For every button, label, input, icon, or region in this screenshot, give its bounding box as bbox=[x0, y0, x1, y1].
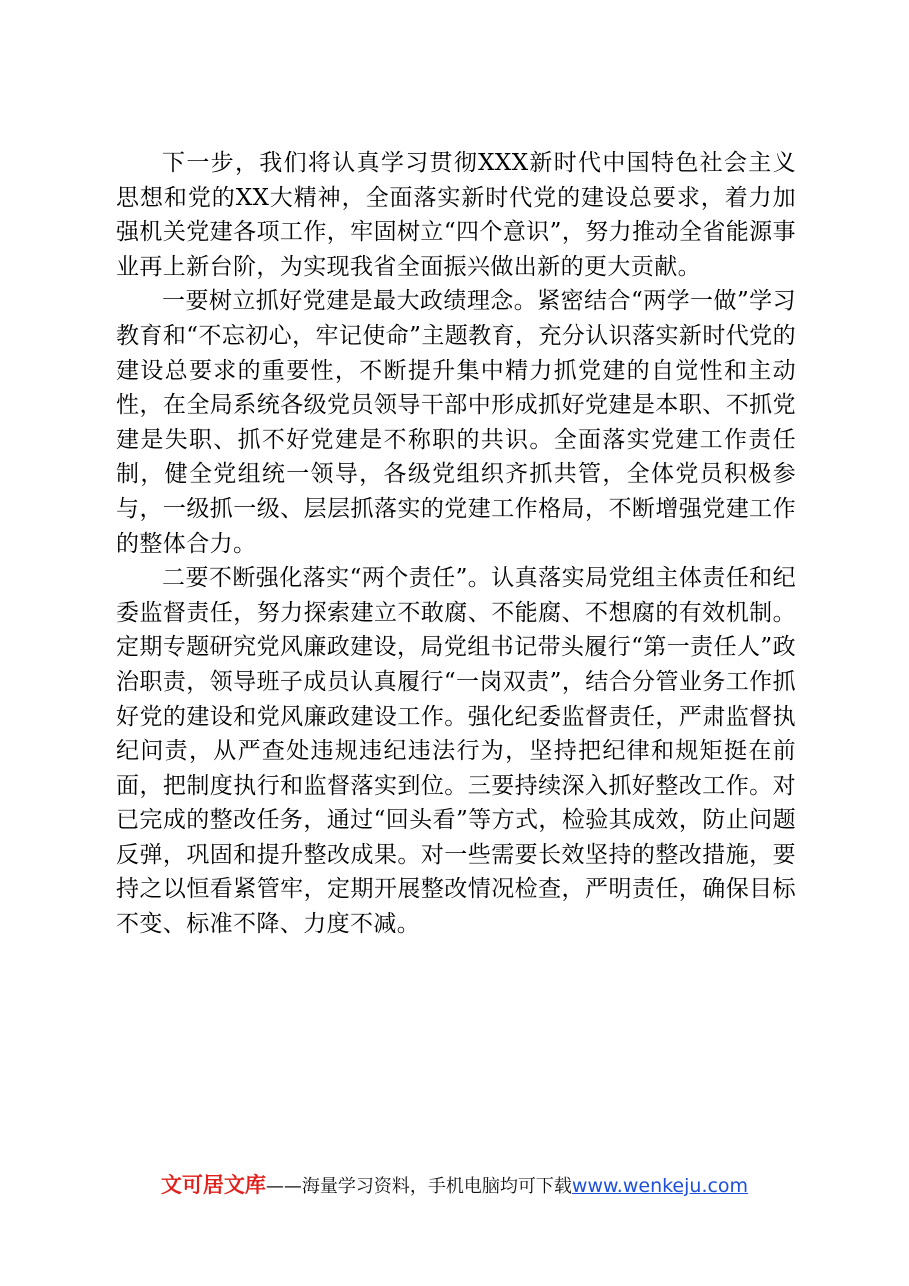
paragraph-party-building: 一要树立抓好党建是最大政绩理念。紧密结合“两学一做”学习教育和“不忘初心，牢记使命”主题教育，充分认识落实新时代党的建设总要求的重要性，不断提升集中精力抓党建的自觉性和主动性，在全局系统各级党员领导干部中形成抓好党建是本职、不抓党建是失职、抓不好党建是不称职的共识。全面落实党建工作责任制，健全党组统一领导，各级党组织齐抓共管，全体党员积极参与，一级抓一级、层层抓落实的党建工作格局，不断增强党建工作的整体合力。 bbox=[116, 288, 796, 557]
document-body bbox=[116, 146, 796, 942]
paragraph-two-responsibilities: 二要不断强化落实“两个责任”。认真落实局党组主体责任和纪委监督责任，努力探索建立不敢腐、不能腐、不想腐的有效机制。定期专题研究党风廉政建设，局党组书记带头履行“第一责任人”政治职责，领导班子成员认真履行“一岗双责”，结合分管业务工作抓好党的建设和党风廉政建设工作。强化纪委监督责任，严肃监督执纪问责，从严查处违规违纪违法行为，坚持把纪律和规矩挺在前面，把制度执行和监督落实到位。三要持续深入抓好整改工作。对已完成的整改任务，通过“回头看”等方式，检验其成效，防止问题反弹，巩固和提升整改成果。对一些需要长效坚持的整改措施，要持之以恒看紧管牢，定期开展整改情况检查，严明责任，确保目标不变、标准不降、力度不减。 bbox=[116, 565, 796, 938]
footer-banner bbox=[0, 1171, 909, 1201]
footer-site-link[interactable]: www.wenkeju.com bbox=[571, 1175, 749, 1197]
footer-tagline: ——海量学习资料，手机电脑均可下载 bbox=[265, 1176, 572, 1197]
footer-brand: 文可居文库 bbox=[160, 1173, 266, 1197]
paragraph-next-steps: 下一步，我们将认真学习贯彻XXX新时代中国特色社会主义思想和党的XX大精神，全面落实新时代党的建设总要求，着力加强机关党建各项工作，牢固树立“四个意识”，努力推动全省能源事业再上新台阶，为实现我省全面振兴做出新的更大贡献。 bbox=[116, 150, 796, 280]
